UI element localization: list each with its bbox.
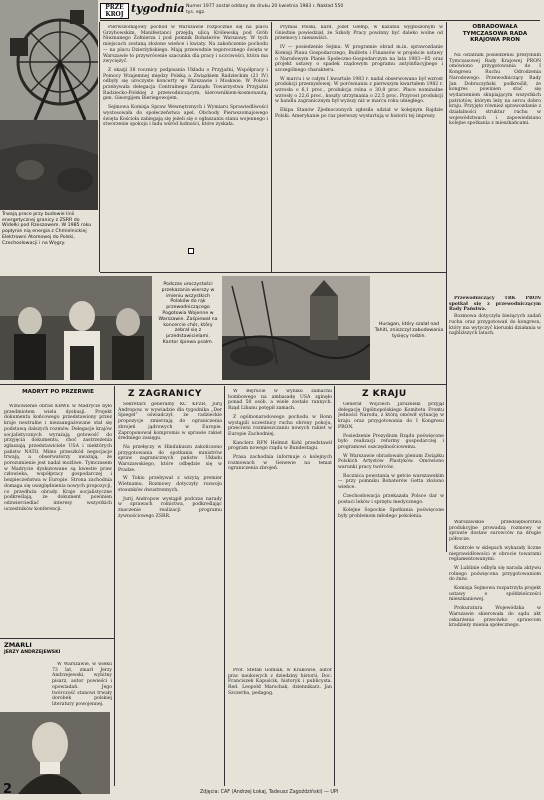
kraj-item-6: Kolejne Sopockie Spotkania poświęcone były problemom młodego pokolenia. bbox=[338, 508, 444, 519]
col-c-item-3: W marcu i w całym I kwartale 1983 r. nadal obserwowano był wzrost produkcji przemysłowej. W porównaniu z pierwszym kwartałem 1982 r. wzrosła o 6,1 proc., produkcja rolna o 30,8 proc. Płace nominalne wzrosły o 22,6 proc., koszty utrzymania o 22,5 proc. Przyrost produkcji w handlu zagranicznym był wyższy niż w marcu roku ubiegłego. bbox=[275, 76, 443, 105]
col-b-item-2: Z okazji 38 rocznicy podpisania Układu o Przyjaźni, Współpracy i Pomocy Wzajemnej między Polską a Związkiem Radzieckim (21 IV) odbyły się uroczyste koncerty w Warszawie i Moskwie. W Polsce przebywała delegacja Centralnego Zarządu Towarzystwa Przyjaźni Radziecko-Polskiej z przewodniczącym, kierownikiem-kosmonautą, gen. Gieorgijem Bieriegowojem. bbox=[103, 67, 268, 102]
zmarli-rule bbox=[0, 638, 114, 639]
col-a-rule bbox=[99, 22, 100, 272]
kraj-item-4: Rocznica powstania w getcie warszawskim — przy pomniku Bohaterów Getta złożono wieńce. bbox=[338, 473, 444, 491]
zagranicy-item-3: W Tokio przebywał z wizytą premier Wietnamu. Rozmowy dotyczyły rozwoju stosunków dwustronnych. bbox=[118, 476, 222, 493]
col-b-rule bbox=[271, 22, 272, 272]
masthead-rule bbox=[100, 20, 540, 21]
kraj2-item-4: Komisja Sejmowa rozpatrzyła projekt ustawy o spółdzielczości mieszkaniowej. bbox=[449, 586, 541, 603]
photo-singers-caption: Podczas uroczystości przekazania wierszy w imieniu wszystkich Polaków do rąk przewodniczącego Pogotowia Wojenne w Warszawie. Zaśpiewał na koncercie chór, który zebrał się z przedstawicielami. Kantor śpiewa psalm. bbox=[158, 282, 218, 345]
masthead-logo-bottom: KROJ bbox=[105, 11, 124, 18]
zmarli-name: JERZY ANDRZEJEWSKI bbox=[4, 650, 61, 655]
photo-storm-caption: Huragan, który szalał nad Tahiti, zniszczył zabudowania tysięcy rodzin. bbox=[374, 322, 444, 339]
news2-rule-left bbox=[224, 386, 225, 786]
col-d-title: OBRADOWAŁA TYMCZASOWA RADA KRAJOWA PRON bbox=[462, 24, 528, 44]
zagranicy-item-4: Jurij Andropow wystąpił podczas narady w sprawach rolnictwa, podkreślając znaczenie realizacji programu żywnościowego ZSRR. bbox=[118, 496, 222, 519]
kraj-title: Z KRAJU bbox=[362, 389, 407, 399]
col-c-item-2: IV — posiedzenie Sejmu. W programie obrad m.in. sprawozdanie Komisji Planu Gospodarczego, Budżetu i Finansów w projekcie ustawy o Narodowym Planie Społeczno-Gospodarczym na lata 1983—85 oraz projekt ustawy o spadek rządowym programu antyinflacyjnego i szczególnego charakteru. bbox=[275, 45, 443, 73]
kraj2-item-3: W Lublinie odbyła się narada aktywu rolnego poświęcona przygotowaniom do żniw. bbox=[449, 565, 541, 583]
masthead-word: tygodnia bbox=[131, 2, 185, 15]
col-c-item-1: Prymas Polski, kard. Józef Glemp, w kazaniu wygłoszonym w Gnieźnie powiedział, że Szkoły Pracy powinny być daleko wolne od przemocy i nienawiści. bbox=[275, 25, 443, 42]
storm-illustration bbox=[222, 276, 370, 380]
col-b-box bbox=[188, 248, 194, 254]
kraj-item-5: Czechosłowacja przekazała Polsce dar w postaci leków i sprzętu medycznego. bbox=[338, 493, 444, 505]
col-b bbox=[103, 25, 268, 265]
col-d-body bbox=[449, 53, 541, 293]
col-d-sub bbox=[449, 296, 541, 516]
zagranicy-item-2: Na przełęczy w Hindukuszu zakończono przygotowania do spotkania ministrów spraw zagranicznych państw Układu Warszawskiego, które odbędzie się w Pradze. bbox=[118, 444, 222, 473]
kraj-rule-left bbox=[334, 386, 335, 786]
news2-item-1: W Bejrucie w wyniku zamachu bombowego na ambasadę USA zginęło ponad 50 osób, a wiele zostało rannych. Rząd Libanu potępił zamach. bbox=[228, 389, 332, 412]
kraj-item-2: Posiedzenie Prezydium Rządu poświęcone było realizacji reformy gospodarczej i programowi oszczędnościowemu. bbox=[338, 433, 444, 450]
masthead-issue-line: Numer 1977 został oddany do druku 20 kwietnia 1983 r. Nakład 550 tys. egz. bbox=[186, 4, 344, 15]
zagranicy-body bbox=[118, 402, 222, 662]
portrait-illustration bbox=[0, 712, 110, 794]
singers-illustration bbox=[0, 276, 152, 380]
photo-credits: Zdjęcia: CAF (Andrzej Łokaj, Tadeusz Zagoździński) — UPI bbox=[200, 790, 339, 795]
zagranicy-item-1: Sekretarz generalny KC KPZR, Jurij Andropow, w wywiadzie dla tygodnika „Der Spiegel” oświadczył, że radzieckie propozycje zmierzają do ograniczenia zbrojeń jądrowych w Europie. Zaproponował kompromis w sprawie rakiet średniego zasięgu. bbox=[118, 402, 222, 442]
col-b-item-1: Pierwszomajowy pochód w Warszawie rozpocznie się na placu Grzybowskim. Manifestanci przejdą ulicą Królewską pod Grób Nieznanego Żołnierza i pod pomnik Bohaterów Warszawy. W tych miejscach zostaną złożone wieńce i kwiaty. Na zakończenie pochodu — na placu Dzierżyńskiego. Mają przewodnie tegorocznego święta w Warszawie to przywrócenie szacunku dla pracy i uczciwości, która ma zwyciężyć. bbox=[103, 25, 268, 65]
kraj2-item-1: Warszawskie przedsiębiorstwa produkcyjne prowadzą rozmowy w sprawie dostaw surowców na drugie półrocze. bbox=[449, 520, 541, 543]
zmarli-title: ZMARLI bbox=[4, 641, 32, 649]
col-c-rule bbox=[446, 22, 447, 552]
kraj-body bbox=[338, 402, 444, 786]
kraj2-item-2: Kontrole w sklepach wykazały liczne nieprawidłowości w obrocie towarami reglamentowanymi. bbox=[449, 545, 541, 563]
col-d-sub-title: Przewodniczący TRK PRON spotkał się z przewodniczącym Rady Państwa. bbox=[449, 296, 541, 313]
photo-andrzejewski bbox=[0, 712, 110, 794]
zagranicy-title: Z ZAGRANICY bbox=[128, 389, 202, 399]
photo-power-line-caption: Trwają prace przy budowie linii energetycznej granicy z ZSRR do Widełki pod Rzeszowem. W 1985 roku popłynie nią energia z Chmielnickiej Elektrowni Atomowej do Polski, Czechosłowacji i na Węgry. bbox=[2, 212, 92, 246]
top-section-rule bbox=[100, 272, 446, 273]
news2-obit bbox=[228, 668, 332, 788]
photo-power-line bbox=[0, 0, 98, 210]
masthead-logo-top: PRZE bbox=[105, 4, 124, 11]
photo-storm bbox=[222, 276, 370, 380]
col-c-item-4: Ekipa Stanów Zjednoczonych zgłosiła udział w kolejnym Rajdzie Polski. Amerykanie po raz pierwszy wystartują w historii tej imprezy. bbox=[275, 108, 443, 119]
col-d-sub-body: Rozmowa dotyczyła bieżących zadań ruchu oraz przygotowań do kongresu, który ma wytyczyć kierunki działania w najbliższych latach. bbox=[449, 314, 541, 337]
madryt-rule bbox=[114, 386, 115, 786]
zmarli-text: W Warszawie, w wieku 73 lat, zmarł Jerzy Andrzejewski, wybitny pisarz, autor powieści i opowiadań. Jego twórczość stanowi trwały dorobek polskiej literatury powojennej. bbox=[52, 662, 112, 707]
masthead-logo bbox=[100, 3, 129, 19]
mid-section-rule bbox=[0, 384, 446, 385]
news2-item-4: Prasa zachodnia informuje o kolejnych rozmowach w Genewie na temat ograniczenia zbrojeń. bbox=[228, 455, 332, 472]
kraj-item-1: Generał Wojciech Jaruzelski przyjął delegację Ogólnopolskiego Komitetu Frontu Jedności Narodu, z którą omówił sytuację w kraju oraz przygotowania do I Kongresu PRON. bbox=[338, 402, 444, 430]
kraj2-item-5: Prokuratura Wojewódzka w Warszawie skierowała do sądu akt oskarżenia przeciwko sprawcom kradzieży mienia społecznego. bbox=[449, 606, 541, 629]
power-line-illustration bbox=[0, 0, 98, 210]
news2-item-3: Kanclerz RFN Helmut Kohl przedstawił program nowego rządu w Bundestagu. bbox=[228, 440, 332, 452]
page-number: 2 bbox=[3, 782, 13, 797]
col-d-body-text: Na ostatnim posiedzeniu prezydium Tymczasowej Rady Krajowej PRON omówiono przygotowania do I Kongresu Ruchu Odrodzenia Narodowego. Przewodniczący Rady Jan Dobraczyński podkreślił, że kongres powinien stać się wydarzeniem skupiającym wszystkich patriotów, którym leży na sercu dobro kraju. Przyjęto również sprawozdanie z działalności struktur ruchu w województwach i zapowiedziano kolejne spotkania z mieszkańcami. bbox=[449, 53, 541, 127]
madryt-text: Wznowienie obrad KBWE w Madrycie było przedmiotem wielu dyskusji. Projekt dokumentu końcowego przedstawiony przez kraje neutralne i niezaangażowane stał się podstawą dalszych rozmów. Delegacje krajów socjalistycznych wyrażają gotowość do przyjęcia dokumentu, choć zastrzeżenia zgłaszają przedstawiciele USA i niektórych państw NATO. Mimo przeszkód negocjacje trwają, a obserwatorzy uważają, że porozumienie jest nadal możliwe. Tymczasem w Madrycie dyskutowane są kwestie praw człowieka, współpracy gospodarczej i bezpieczeństwa w Europie. Strona zachodnia domaga się uwzględnienia nowych propozycji, co przedłuża obrady. Kraje socjalistyczne podkreślają, że dokument powinien odzwierciedlać interesy wszystkich uczestników konferencji. bbox=[4, 404, 112, 512]
kraj-item-3: W Warszawie obradowało plenum Związku Polskich Artystów Plastyków. Omówiono warunki pracy twórców. bbox=[338, 453, 444, 471]
col-c bbox=[275, 25, 443, 265]
kraj2-body bbox=[449, 520, 541, 786]
col-b-item-3: Sejmowa Komisja Spraw Wewnętrznych i Wymiaru Sprawiedliwości wystosowała do społeczeństwa apel. Obchody Pierwszomajowego święta Kościoła zabiegają się jeżeli się o ogłaszaniu stanu wojennego i stworzenie spokoju i ładu wśród ludności, które zyskała. bbox=[103, 105, 268, 128]
photo-singers bbox=[0, 276, 152, 380]
news2-item-2: Z ogólnonarodowego pochodu w Bonn wystąpili uczestnicy ruchu obrony pokoju, przeciwni rozmieszczaniu nowych rakiet w Europie Zachodniej. bbox=[228, 414, 332, 437]
news2-body bbox=[228, 389, 332, 659]
madryt-title: MADRYT PO PRZERWIE bbox=[22, 389, 94, 395]
zmarli-body bbox=[52, 662, 112, 716]
madryt-body bbox=[4, 404, 112, 634]
news2-obit-text: Prof. Stefan Gómiak, w Krakowie, autor prac naukowych z dziedziny historii. Doc. Franciszek Kapuścik, historyk i publicysta. Red. Leopold Marschak, dziennikarz. Jan Szczerba, pedagog. bbox=[228, 668, 332, 696]
